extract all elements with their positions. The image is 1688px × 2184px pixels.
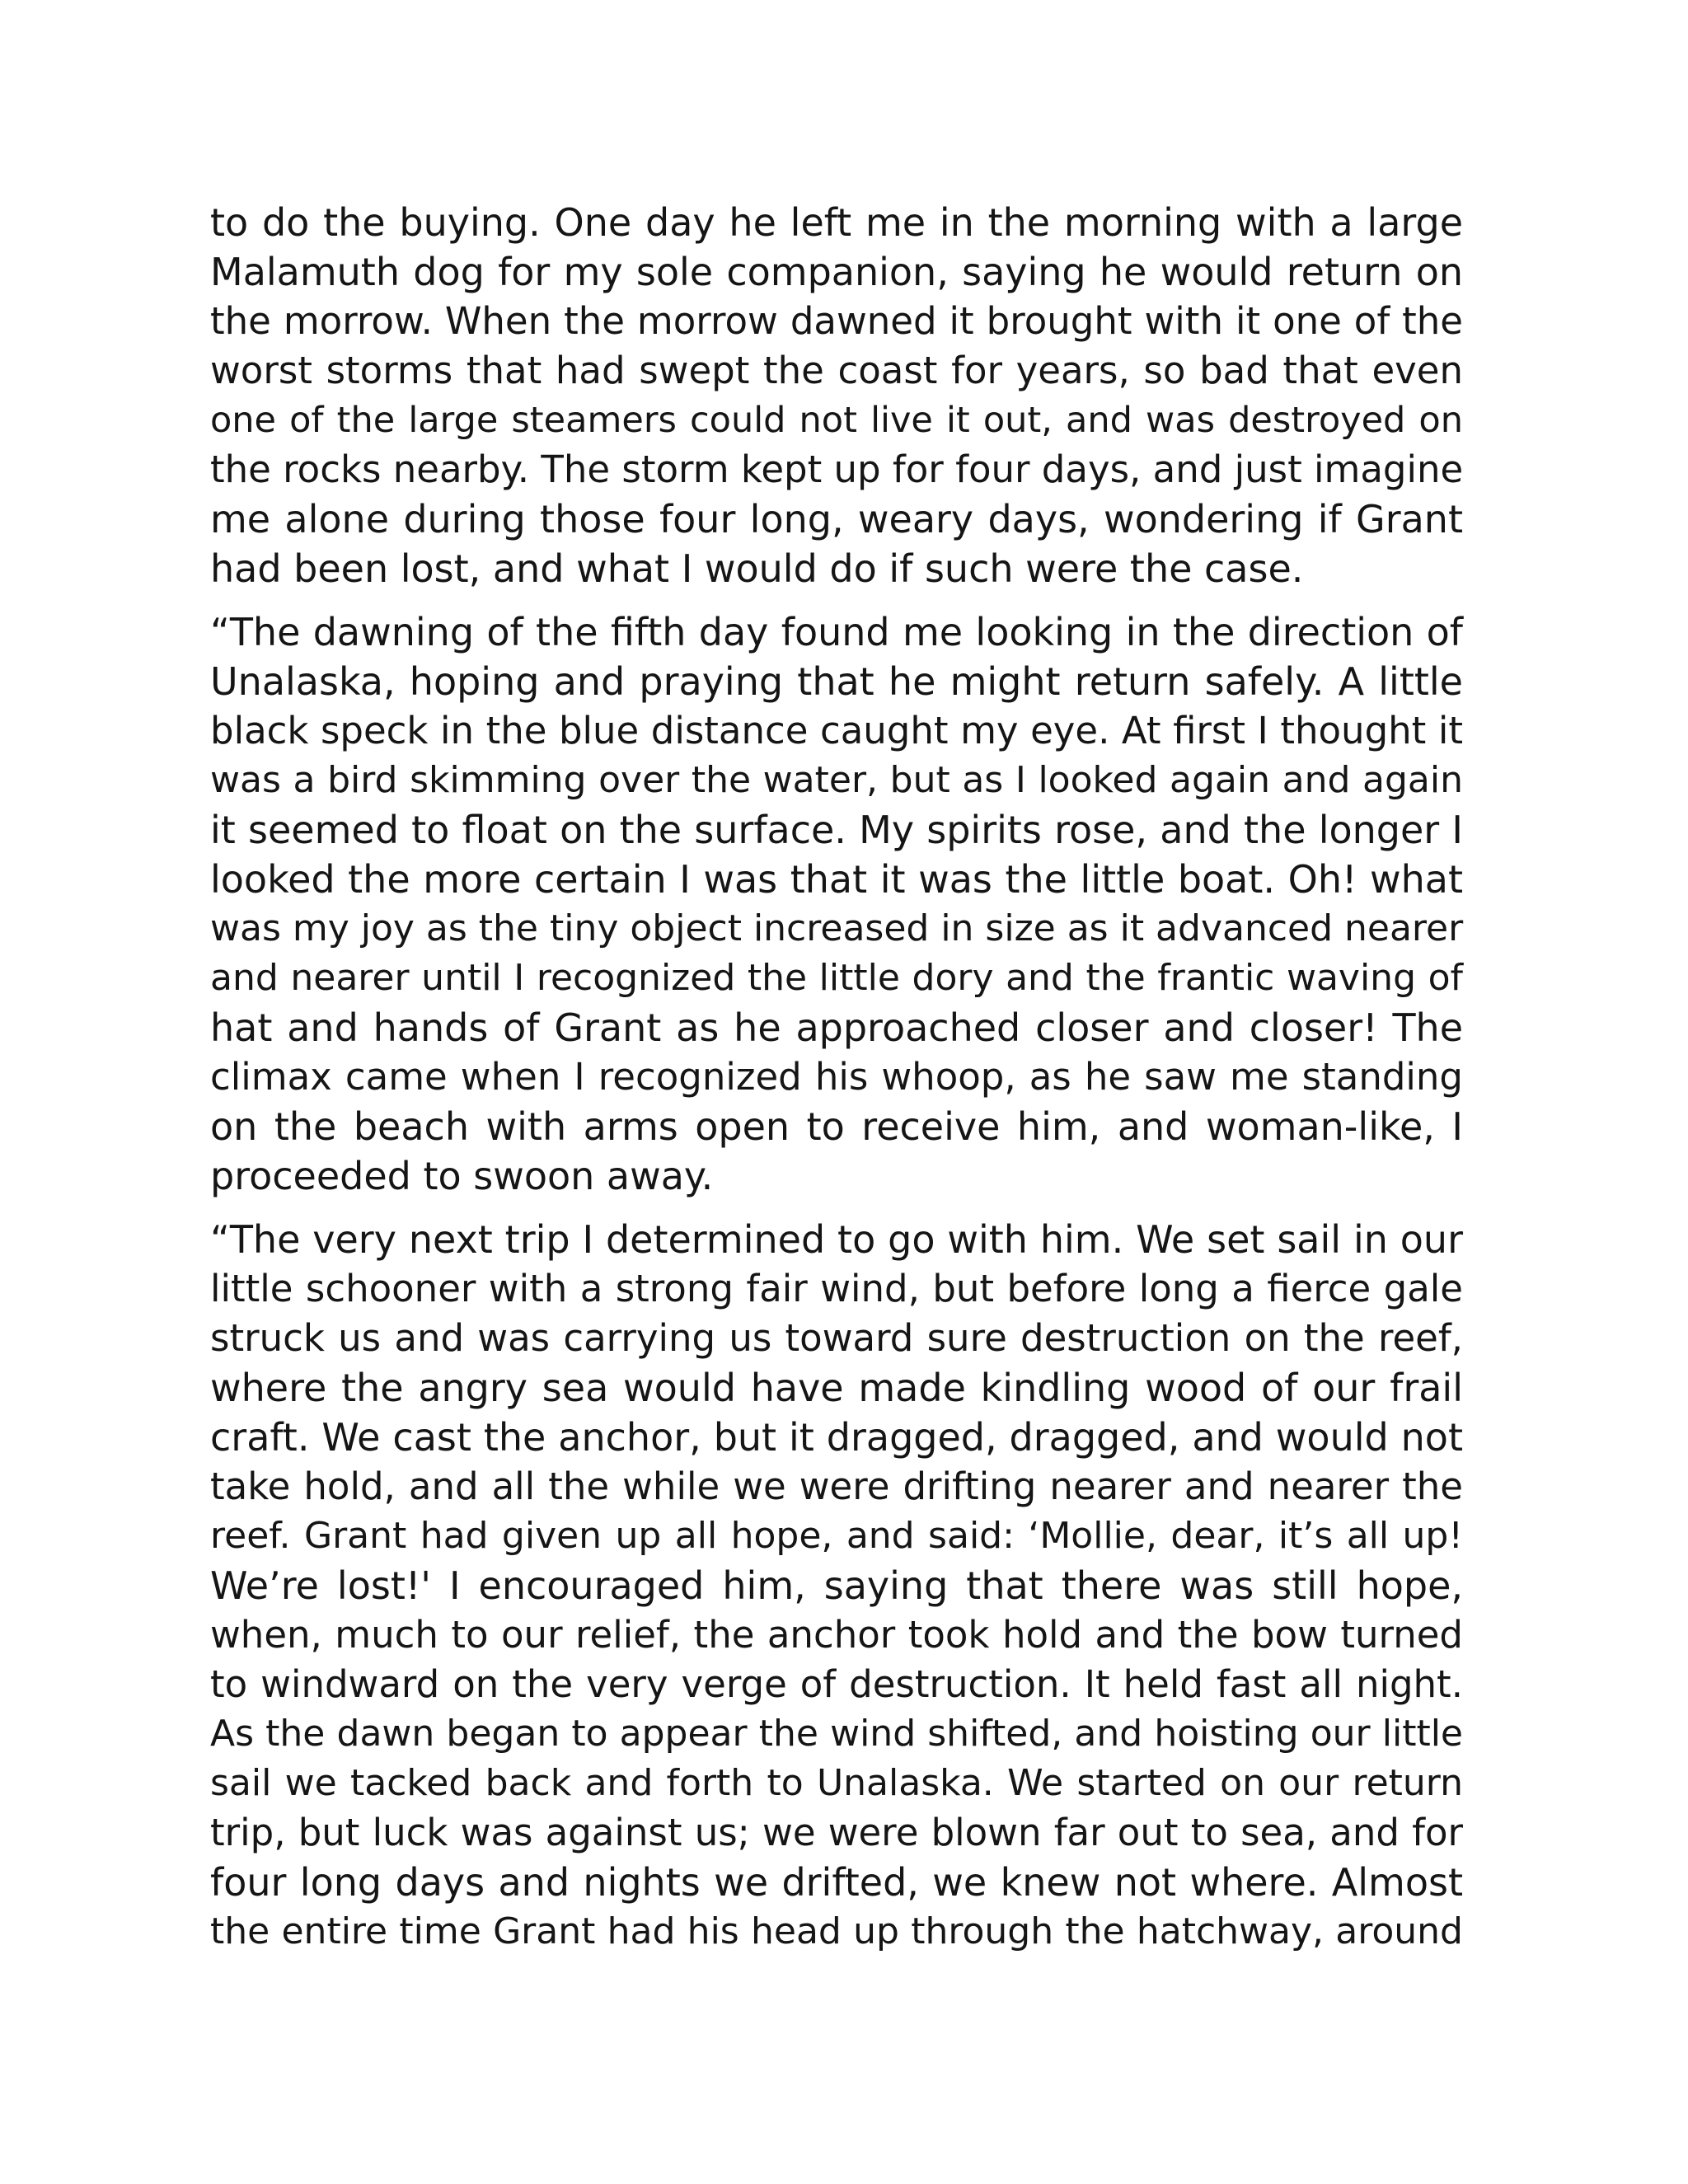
text-line: it seemed to float on the surface. My spirits rose, and the longer I <box>210 808 1463 852</box>
text-line: “The very next trip I determined to go with him. We set sail in our <box>210 1217 1463 1262</box>
text-line: had been lost, and what I would do if such were the case. <box>210 546 1304 591</box>
text-line: sail we tacked back and forth to Unalaska. We started on our return <box>210 1762 1463 1804</box>
text-line: craft. We cast the anchor, but it dragged, dragged, and would not <box>210 1415 1463 1460</box>
text-line: me alone during those four long, weary days, wondering if Grant <box>210 497 1463 541</box>
text-line: to windward on the very verge of destruction. It held fast all night. <box>210 1662 1463 1706</box>
text-line: and nearer until I recognized the little dory and the frantic waving of <box>210 957 1463 999</box>
paragraph-1 <box>210 198 1463 593</box>
paragraph-3 <box>210 1215 1463 1957</box>
text-line: As the dawn began to appear the wind shifted, and hoisting our little <box>210 1713 1463 1755</box>
paragraph-2 <box>210 607 1463 1201</box>
text-line: when, much to our relief, the anchor took hold and the bow turned <box>210 1613 1463 1657</box>
text-line: where the angry sea would have made kindling wood of our frail <box>210 1366 1463 1410</box>
text-line: the morrow. When the morrow dawned it brought with it one of the <box>210 299 1463 343</box>
text-line: was a bird skimming over the water, but as I looked again and again <box>210 759 1463 801</box>
text-line: little schooner with a strong fair wind, but before long a fierce gale <box>210 1267 1463 1310</box>
text-line: “The dawning of the fifth day found me looking in the direction of <box>210 610 1463 654</box>
text-line: Malamuth dog for my sole companion, saying he would return on <box>210 250 1463 294</box>
text-line: proceeded to swoon away. <box>210 1154 714 1198</box>
text-line: to do the buying. One day he left me in the morning with a large <box>210 200 1463 245</box>
text-line: climax came when I recognized his whoop, as he saw me standing <box>210 1055 1463 1099</box>
text-line: black speck in the blue distance caught my eye. At first I thought it <box>210 709 1463 752</box>
text-line: worst storms that had swept the coast for years, so bad that even <box>210 349 1463 392</box>
text-line: Unalaska, hoping and praying that he might return safely. A little <box>210 659 1463 704</box>
text-line: trip, but luck was against us; we were blown far out to sea, and for <box>210 1811 1463 1854</box>
document-page <box>210 198 1463 1971</box>
text-line: hat and hands of Grant as he approached closer and closer! The <box>210 1005 1463 1050</box>
text-line: reef. Grant had given up all hope, and said: ‘Mollie, dear, it’s all up! <box>210 1515 1463 1557</box>
text-line: take hold, and all the while we were drifting nearer and nearer the <box>210 1465 1463 1508</box>
text-line: We’re lost!' I encouraged him, saying that there was still hope, <box>210 1563 1463 1608</box>
text-line: four long days and nights we drifted, we knew not where. Almost <box>210 1860 1463 1905</box>
text-line: one of the large steamers could not live it out, and was destroyed on <box>210 400 1463 441</box>
text-line: the entire time Grant had his head up through the hatchway, around <box>210 1910 1463 1952</box>
text-line: on the beach with arms open to receive him, and woman-like, I <box>210 1104 1463 1149</box>
text-line: struck us and was carrying us toward sure destruction on the reef, <box>210 1316 1463 1360</box>
text-line: looked the more certain I was that it was the little boat. Oh! what <box>210 857 1463 902</box>
text-line: the rocks nearby. The storm kept up for four days, and just imagine <box>210 448 1464 491</box>
text-line: was my joy as the tiny object increased in size as it advanced nearer <box>210 907 1464 949</box>
